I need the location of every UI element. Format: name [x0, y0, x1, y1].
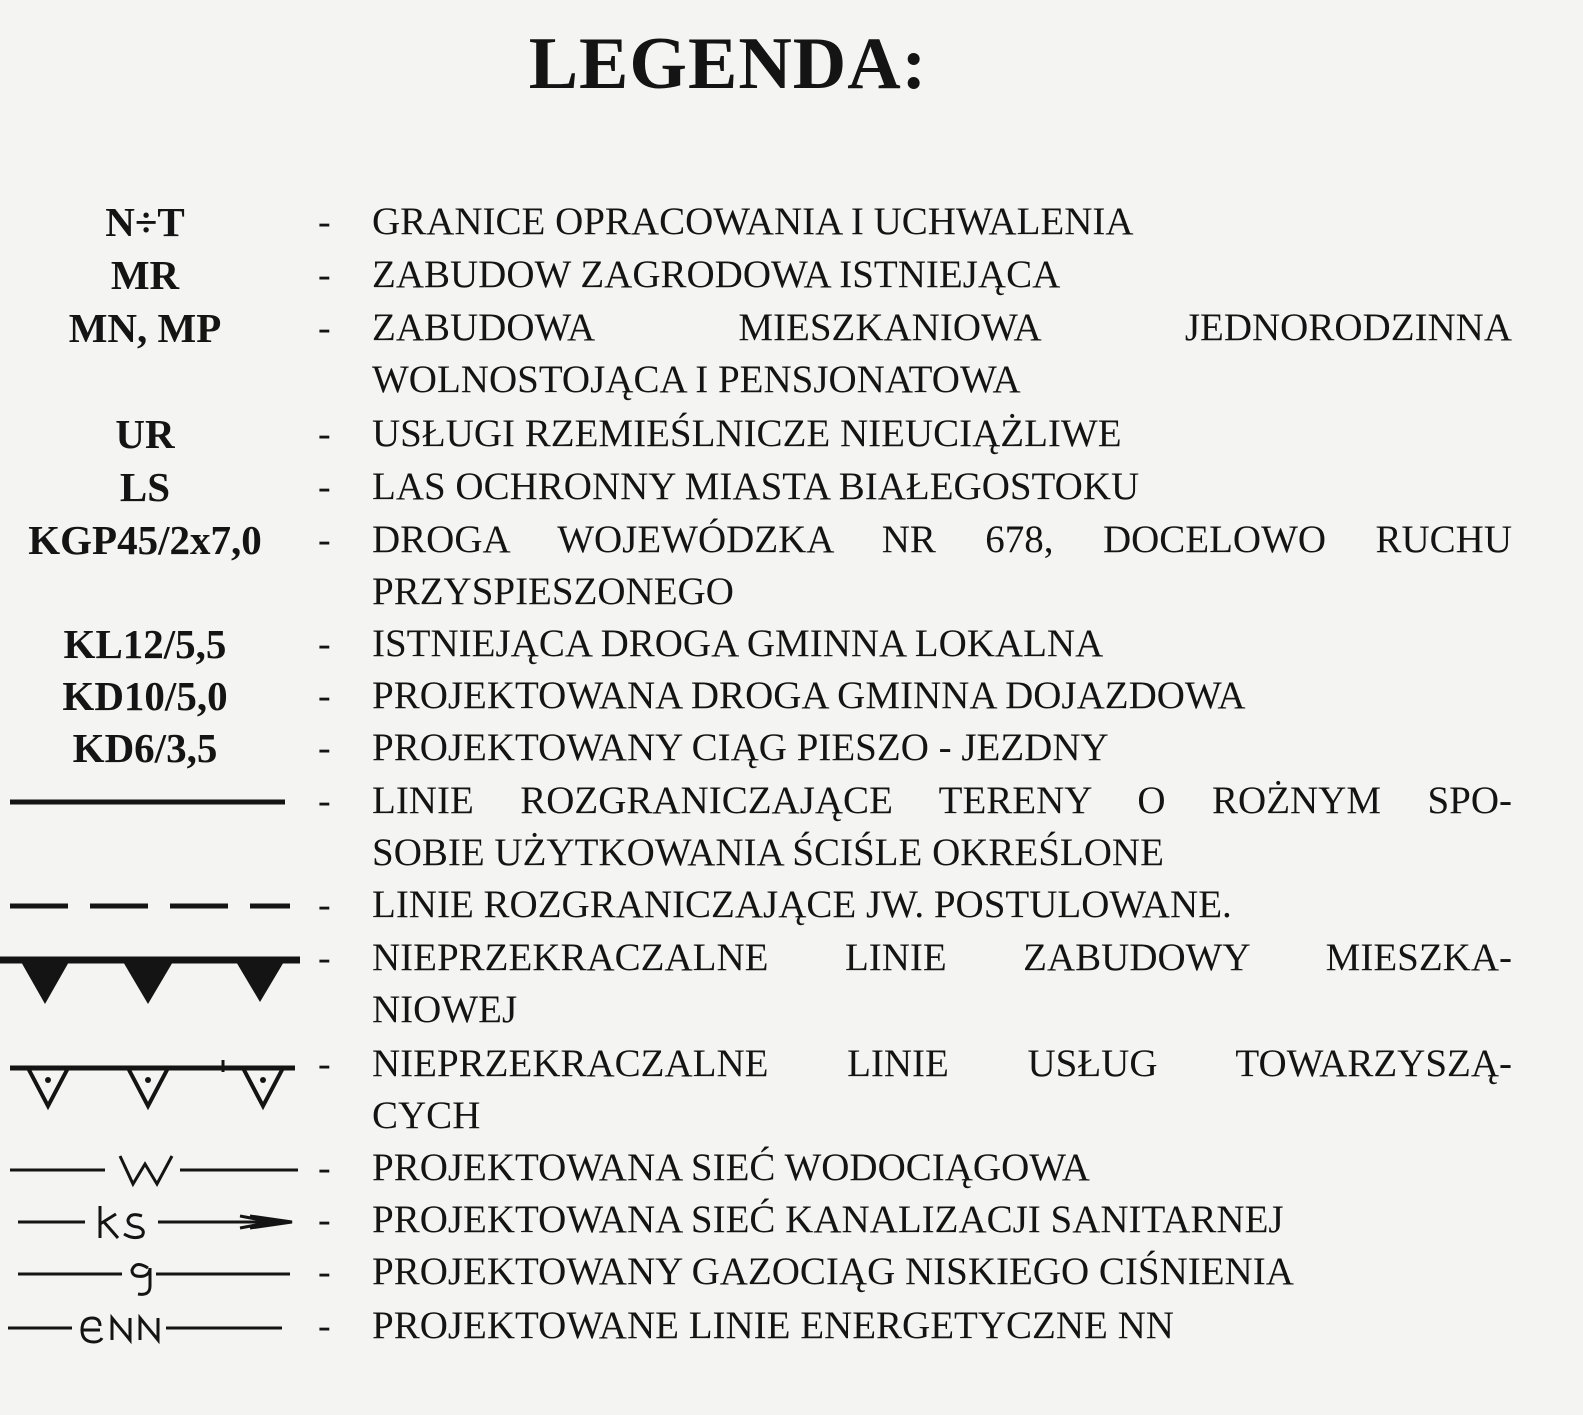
legend-symbol: MN, MP	[68, 305, 222, 351]
separator-dash: -	[318, 1305, 331, 1347]
legend-title: LEGENDA:	[528, 23, 928, 105]
legend-symbol: KD6/3,5	[72, 725, 218, 771]
separator-dash: -	[318, 413, 331, 455]
legend-symbol: MR	[110, 252, 180, 298]
separator-dash: -	[318, 1147, 331, 1189]
separator-dash: -	[318, 254, 331, 296]
legend-description: GRANICE OPRACOWANIA I UCHWALENIA	[372, 200, 1134, 243]
separator-dash: -	[318, 675, 331, 717]
legend-description: LAS OCHRONNY MIASTA BIAŁEGOSTOKU	[372, 465, 1140, 508]
legend-description: PROJEKTOWANY CIĄG PIESZO - JEZDNY	[372, 726, 1109, 769]
legend-description: PROJEKTOWANA SIEĆ KANALIZACJI SANITARNEJ	[372, 1198, 1284, 1241]
legend-description-cont: NIOWEJ	[372, 988, 518, 1031]
solid-line-icon	[0, 775, 300, 827]
legend-description: PROJEKTOWANY GAZOCIĄG NISKIEGO CIŚNIENIA	[372, 1250, 1294, 1293]
legend-description: LINIE ROZGRANICZAJĄCE TERENY O ROŻNYM SPO-	[372, 779, 1512, 822]
sewer-line-icon	[0, 1194, 310, 1246]
separator-dash: -	[318, 519, 331, 561]
legend-description-cont: CYCH	[372, 1094, 481, 1137]
legend-description: PROJEKTOWANE LINIE ENERGETYCZNE NN	[372, 1304, 1174, 1347]
legend-description: LINIE ROZGRANICZAJĄCE JW. POSTULOWANE.	[372, 883, 1232, 926]
separator-dash: -	[318, 884, 331, 926]
legend-description: NIEPRZEKRACZALNE LINIE USŁUG TOWARZYSZĄ-	[372, 1042, 1512, 1085]
gas-line-icon	[0, 1246, 310, 1298]
separator-dash: -	[318, 201, 331, 243]
power-line-icon	[0, 1300, 310, 1352]
separator-dash: -	[318, 623, 331, 665]
legend-symbol: KGP45/2x7,0	[28, 517, 262, 563]
legend-description-cont: SOBIE UŻYTKOWANIA ŚCIŚLE OKREŚLONE	[372, 831, 1164, 874]
legend-description: ISTNIEJĄCA DROGA GMINNA LOKALNA	[372, 622, 1104, 665]
legend-symbol: KL12/5,5	[63, 621, 227, 667]
open-triangle-line-icon	[0, 1038, 310, 1118]
legend-symbol: LS	[119, 464, 171, 510]
filled-triangle-line-icon	[0, 932, 310, 1012]
separator-dash: -	[318, 1251, 331, 1293]
separator-dash: -	[318, 466, 331, 508]
dashed-line-icon	[0, 879, 300, 931]
legend-description: USŁUGI RZEMIEŚLNICZE NIEUCIĄŻLIWE	[372, 412, 1122, 455]
separator-dash: -	[318, 727, 331, 769]
legend-symbol: N÷T	[105, 199, 185, 245]
separator-dash: -	[318, 780, 331, 822]
separator-dash: -	[318, 1043, 331, 1085]
legend-symbol: KD10/5,0	[62, 673, 228, 719]
legend-description: PROJEKTOWANA DROGA GMINNA DOJAZDOWA	[372, 674, 1246, 717]
separator-dash: -	[318, 307, 331, 349]
legend-description: DROGA WOJEWÓDZKA NR 678, DOCELOWO RUCHU	[372, 518, 1512, 561]
legend-description: PROJEKTOWANA SIEĆ WODOCIĄGOWA	[372, 1146, 1090, 1189]
legend-description: NIEPRZEKRACZALNE LINIE ZABUDOWY MIESZKA-	[372, 936, 1512, 979]
legend-description: ZABUDOW ZAGRODOWA ISTNIEJĄCA	[372, 253, 1061, 296]
water-line-icon	[0, 1142, 310, 1194]
legend-description: ZABUDOWA MIESZKANIOWA JEDNORODZINNA	[372, 306, 1512, 349]
separator-dash: -	[318, 1199, 331, 1241]
legend-description-cont: PRZYSPIESZONEGO	[372, 570, 734, 613]
separator-dash: -	[318, 937, 331, 979]
legend-symbol: UR	[115, 411, 175, 457]
legend-description-cont: WOLNOSTOJĄCA I PENSJONATOWA	[372, 358, 1021, 401]
